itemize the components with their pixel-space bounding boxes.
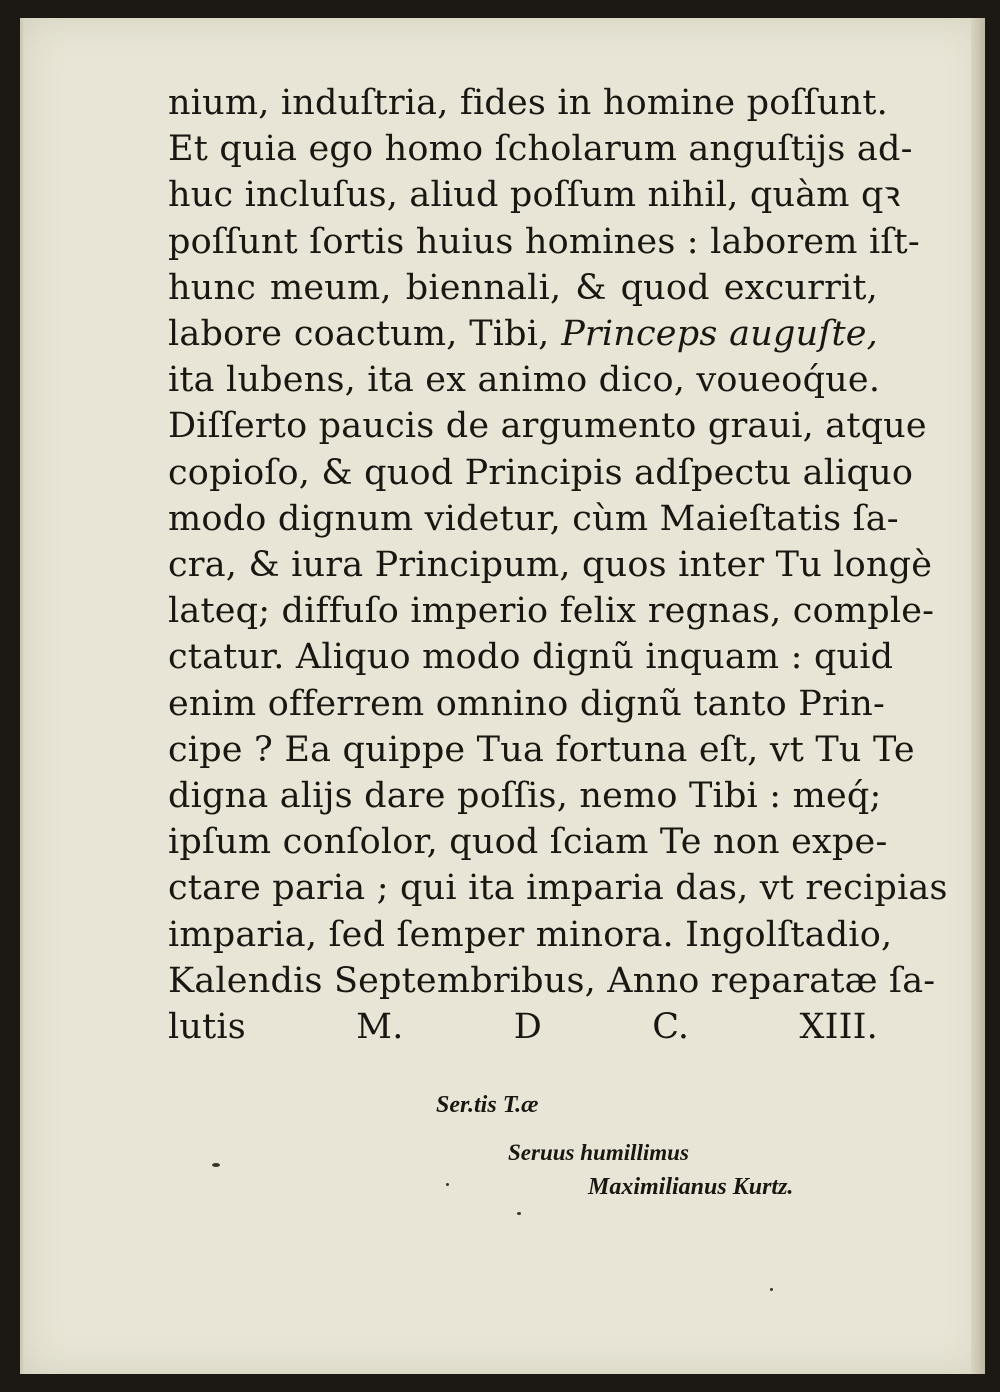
signature-salutation: Ser.tis T.æ <box>436 1092 539 1118</box>
page-edge <box>971 18 985 1374</box>
text-line: enim offerrem omnino dignũ tanto Prin- <box>168 683 886 724</box>
ink-speck <box>212 1163 220 1167</box>
text-line: ctatur. Aliquo modo dignũ inquam : quid <box>168 637 894 678</box>
text-line: modo dignum videtur, cùm Maieſtatis ſa- <box>168 498 899 539</box>
text-line: copioſo, & quod Principis adſpectu aliquo <box>168 452 914 493</box>
text-line: ctare paria ; qui ita imparia das, vt recipias <box>168 868 948 909</box>
ink-speck <box>770 1288 773 1291</box>
text-line: cra, & iura Principum, quos inter Tu longè <box>168 545 933 586</box>
text-line: lateq; diffuſo imperio felix regnas, comple- <box>168 591 935 632</box>
text-line: Kalendis Septembribus, Anno reparatæ ſa- <box>168 960 936 1001</box>
text-fragment: labore coactum, Tibi, <box>168 314 562 355</box>
text-line: lutis M. D C. XIII. <box>168 1007 878 1048</box>
text-line: nium, induſtria, fides in homine poſſunt. <box>168 83 888 123</box>
italic-address: Princeps auguſte, <box>561 314 878 355</box>
text-line: huc incluſus, aliud poſſum nihil, quàm qꝛ <box>168 175 901 216</box>
text-line: digna alijs dare poſſis, nemo Tibi : meq́; <box>168 776 882 817</box>
text-line-dedication <box>168 311 878 357</box>
body-text <box>168 80 948 1050</box>
signature-name: Maximilianus Kurtz. <box>588 1174 794 1200</box>
text-line: Diſſerto paucis de argumento graui, atque <box>168 406 927 447</box>
text-line: Et quia ego homo ſcholarum anguſtijs ad- <box>168 129 913 170</box>
text-line: imparia, ſed ſemper minora. Ingolſtadio, <box>168 914 893 955</box>
text-line: poſſunt ſortis huius homines : laborem iſt- <box>168 221 920 262</box>
text-line: hunc meum, biennali, & quod excurrit, <box>168 267 878 308</box>
text-line: ita lubens, ita ex animo dico, voueoq́ue. <box>168 360 881 401</box>
ink-speck <box>517 1212 521 1215</box>
signature-servus: Seruus humillimus <box>508 1140 689 1165</box>
text-line: cipe ? Ea quippe Tua fortuna eſt, vt Tu Te <box>168 729 915 770</box>
ink-speck <box>446 1183 449 1186</box>
text-line: ipſum conſolor, quod ſciam Te non expe- <box>168 822 888 863</box>
